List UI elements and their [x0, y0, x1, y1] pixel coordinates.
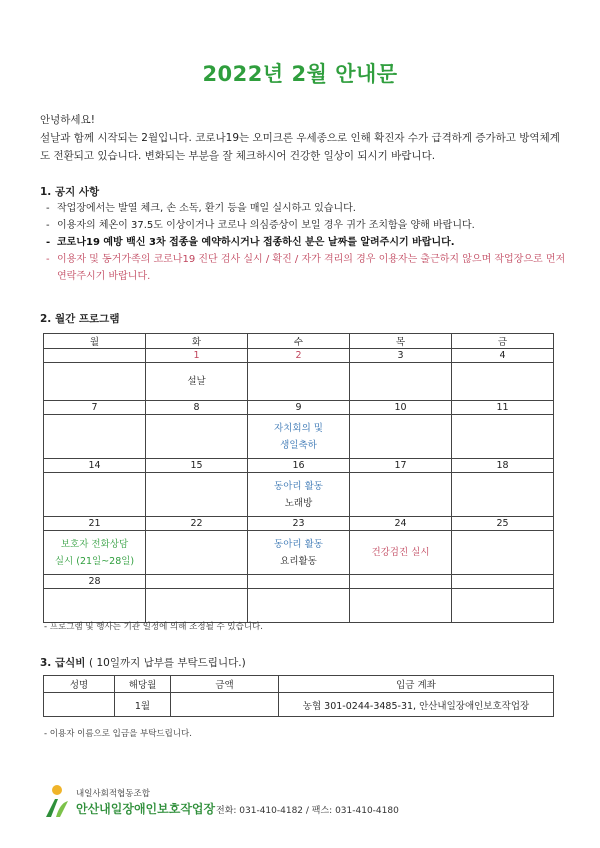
event-cell	[350, 473, 452, 517]
event-club: 동아리 활동	[274, 538, 323, 550]
day-header: 월	[44, 334, 146, 349]
date-cell: 14	[44, 459, 146, 473]
event-cell	[44, 473, 146, 517]
event-cell	[44, 589, 146, 623]
notice-item: - 이용자의 체온이 37.5도 이상이거나 코로나 의심증상이 보일 경우 귀가 조치함을 양해 바랍니다.	[46, 220, 475, 231]
day-header: 화	[146, 334, 248, 349]
intro-paragraph: 설날과 함께 시작되는 2월입니다. 코로나19는 오미크론 우세종으로 인해 확진자 수가 급격하게 증가하고 방역체계도 전환되고 있습니다. 변화되는 부분을 잘 체크하시어 건강한 일상이 되시기 바랍니다.	[40, 132, 560, 162]
event-seollal: 설날	[187, 376, 206, 387]
event-cell	[350, 363, 452, 401]
event-cell	[452, 531, 554, 575]
fee-amount-cell	[171, 693, 279, 717]
fee-note: - 이용자 이름으로 입금을 부탁드립니다.	[44, 729, 192, 739]
event-cell	[44, 531, 146, 575]
event-karaoke: 노래방	[284, 497, 313, 509]
notice-heading: 1. 공지 사항	[40, 186, 100, 198]
fee-account-cell: 농협 301-0244-3485-31, 안산내일장애인보호작업장	[279, 693, 554, 717]
org-name: 안산내일장애인보호작업장	[76, 802, 216, 816]
notice-item: - 작업장에서는 발열 체크, 손 소독, 환기 등을 매일 실시하고 있습니다.	[46, 203, 356, 214]
fee-col-header: 금액	[171, 676, 279, 693]
event-cell	[44, 415, 146, 459]
event-cell	[452, 415, 554, 459]
org-small-name: 내일사회적협동조합	[76, 789, 150, 799]
event-council: 자치회의 및	[274, 422, 323, 434]
date-cell: 22	[146, 517, 248, 531]
event-cell	[146, 589, 248, 623]
fee-month-cell: 1월	[115, 693, 171, 717]
event-cell	[452, 473, 554, 517]
date-cell: 28	[44, 575, 146, 589]
date-cell: 17	[350, 459, 452, 473]
date-cell: 21	[44, 517, 146, 531]
monthly-calendar	[43, 333, 554, 623]
date-cell: 10	[350, 401, 452, 415]
program-note: - 프로그램 및 행사는 기관 일정에 의해 조정될 수 있습니다.	[44, 622, 263, 632]
fee-heading: 3. 급식비 ( 10일까지 납부를 부탁드립니다.)	[40, 657, 246, 669]
date-cell	[146, 575, 248, 589]
event-cell	[248, 589, 350, 623]
event-birthday: 생일축하	[280, 439, 317, 451]
fee-col-header: 해당월	[115, 676, 171, 693]
event-health-check: 건강검진 실시	[371, 547, 430, 558]
event-cell	[146, 415, 248, 459]
date-cell: 11	[452, 401, 554, 415]
day-header: 수	[248, 334, 350, 349]
event-cell	[248, 363, 350, 401]
date-cell: 15	[146, 459, 248, 473]
event-cell	[146, 531, 248, 575]
event-guardian-call-dates: 실시 (21일~28일)	[54, 555, 135, 567]
event-club: 동아리 활동	[274, 480, 323, 492]
page-title: 2022년 2월 안내문	[202, 62, 398, 86]
date-cell: 24	[350, 517, 452, 531]
event-cooking: 요리활동	[280, 555, 317, 567]
event-cell	[350, 589, 452, 623]
event-cell	[248, 473, 350, 517]
date-cell	[452, 575, 554, 589]
date-cell: 16	[248, 459, 350, 473]
event-cell	[146, 363, 248, 401]
greeting: 안녕하세요!	[40, 114, 95, 126]
date-cell: 3	[350, 349, 452, 363]
event-cell	[452, 363, 554, 401]
fee-name-cell	[44, 693, 115, 717]
event-cell	[248, 415, 350, 459]
notice-item-covid: - 이용자 및 동거가족의 코로나19 진단 검사 실시 / 확진 / 자가 격리의 경우 이용자는 출근하지 않으며 작업장으로 먼저 연락주시기 바랍니다.	[46, 254, 566, 282]
notice-item-vaccine: - 코로나19 예방 백신 3차 접종을 예약하시거나 접종하신 분은 날짜를 알려주시기 바랍니다.	[46, 237, 455, 248]
date-cell	[248, 575, 350, 589]
event-guardian-call: 보호자 전화상담	[60, 538, 129, 550]
day-header: 목	[350, 334, 452, 349]
fee-col-header: 성명	[44, 676, 115, 693]
date-cell-holiday: 1	[146, 349, 248, 363]
fee-col-header: 입금 계좌	[279, 676, 554, 693]
event-cell	[146, 473, 248, 517]
date-cell: 25	[452, 517, 554, 531]
date-cell: 8	[146, 401, 248, 415]
date-cell	[350, 575, 452, 589]
day-header: 금	[452, 334, 554, 349]
event-cell	[350, 531, 452, 575]
contact-info: 전화: 031-410-4182 / 팩스: 031-410-4180	[216, 806, 399, 816]
event-cell	[350, 415, 452, 459]
date-cell: 4	[452, 349, 554, 363]
date-cell-holiday: 2	[248, 349, 350, 363]
date-cell	[44, 349, 146, 363]
event-cell	[44, 363, 146, 401]
fee-table	[43, 675, 554, 717]
date-cell: 23	[248, 517, 350, 531]
event-cell	[452, 589, 554, 623]
notice-list	[46, 200, 566, 285]
date-cell: 7	[44, 401, 146, 415]
program-heading: 2. 월간 프로그램	[40, 313, 120, 325]
date-cell: 18	[452, 459, 554, 473]
date-cell: 9	[248, 401, 350, 415]
fee-deadline: ( 10일까지 납부를 부탁드립니다.)	[89, 657, 246, 669]
organization-logo-icon	[44, 781, 70, 821]
event-cell	[248, 531, 350, 575]
